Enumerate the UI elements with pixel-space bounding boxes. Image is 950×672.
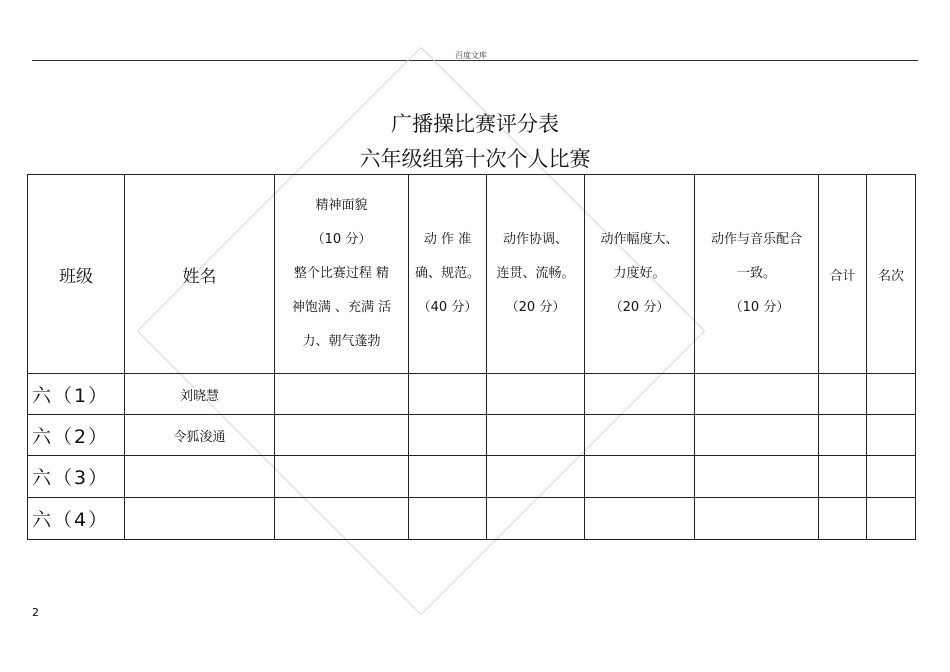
crit1-line1: 精神面貌 [315,198,368,213]
crit5-line3: （10 分） [729,300,790,315]
header-criterion-spirit [275,175,409,374]
score-cell[interactable] [695,415,819,456]
row-name: 令狐浚通 [125,415,275,456]
score-cell[interactable] [487,456,585,498]
row-name: 刘晓慧 [125,374,275,415]
score-cell[interactable] [695,374,819,415]
score-cell[interactable] [695,456,819,498]
crit3-line3: （20 分） [505,300,566,315]
crit4-line2: 力度好。 [613,266,666,281]
score-cell[interactable] [409,415,487,456]
crit1-line5: 力、朝气蓬勃 [302,334,381,349]
row-class: 六（4） [28,498,125,540]
score-cell[interactable] [275,498,409,540]
total-cell[interactable] [819,415,867,456]
crit2-line2: 确、规范。 [415,266,481,281]
crit3-line1: 动作协调、 [502,232,568,247]
header-criterion-amplitude [585,175,695,374]
score-cell[interactable] [409,498,487,540]
header-rule [32,60,918,61]
crit4-line3: （20 分） [609,300,670,315]
row-name [125,498,275,540]
rank-cell[interactable] [867,374,916,415]
header-class: 班级 [28,175,125,374]
crit3-line2: 连贯、流畅。 [496,266,575,281]
table-row [28,456,916,498]
total-cell[interactable] [819,456,867,498]
header-row [28,175,916,374]
score-cell[interactable] [585,456,695,498]
crit1-line2: （10 分） [311,232,372,247]
score-cell[interactable] [695,498,819,540]
score-cell[interactable] [409,456,487,498]
crit2-line3: （40 分） [417,300,478,315]
row-class: 六（2） [28,415,125,456]
table-row [28,498,916,540]
score-cell[interactable] [487,374,585,415]
crit1-line4: 神饱满 、充满 活 [291,300,392,315]
score-cell[interactable] [585,415,695,456]
brand-label: 百度文库 [455,51,487,60]
score-cell[interactable] [487,415,585,456]
page-number: 2 [32,606,39,619]
score-cell[interactable] [275,415,409,456]
header-name: 姓名 [125,175,275,374]
crit4-line1: 动作幅度大、 [600,232,679,247]
score-cell[interactable] [275,456,409,498]
crit5-line1: 动作与音乐配合 [710,232,802,247]
score-cell[interactable] [585,374,695,415]
header-criterion-music [695,175,819,374]
score-cell[interactable] [409,374,487,415]
header-criterion-accuracy [409,175,487,374]
crit2-line1: 动 作 准 [423,232,472,247]
score-cell[interactable] [585,498,695,540]
header-criterion-coordination [487,175,585,374]
total-cell[interactable] [819,374,867,415]
row-name [125,456,275,498]
rank-cell[interactable] [867,498,916,540]
table-row [28,415,916,456]
header-total: 合计 [819,175,867,374]
page-title: 广播操比赛评分表 [391,112,559,136]
row-class: 六（1） [28,374,125,415]
table-row [28,374,916,415]
crit1-line3: 整个比赛过程 精 [293,266,390,281]
page-subtitle: 六年级组第十次个人比赛 [359,147,591,171]
header-rank: 名次 [867,175,916,374]
row-class: 六（3） [28,456,125,498]
score-cell[interactable] [275,374,409,415]
score-cell[interactable] [487,498,585,540]
rank-cell[interactable] [867,415,916,456]
rank-cell[interactable] [867,456,916,498]
crit5-line2: 一致。 [736,266,776,281]
score-table [27,174,916,540]
total-cell[interactable] [819,498,867,540]
